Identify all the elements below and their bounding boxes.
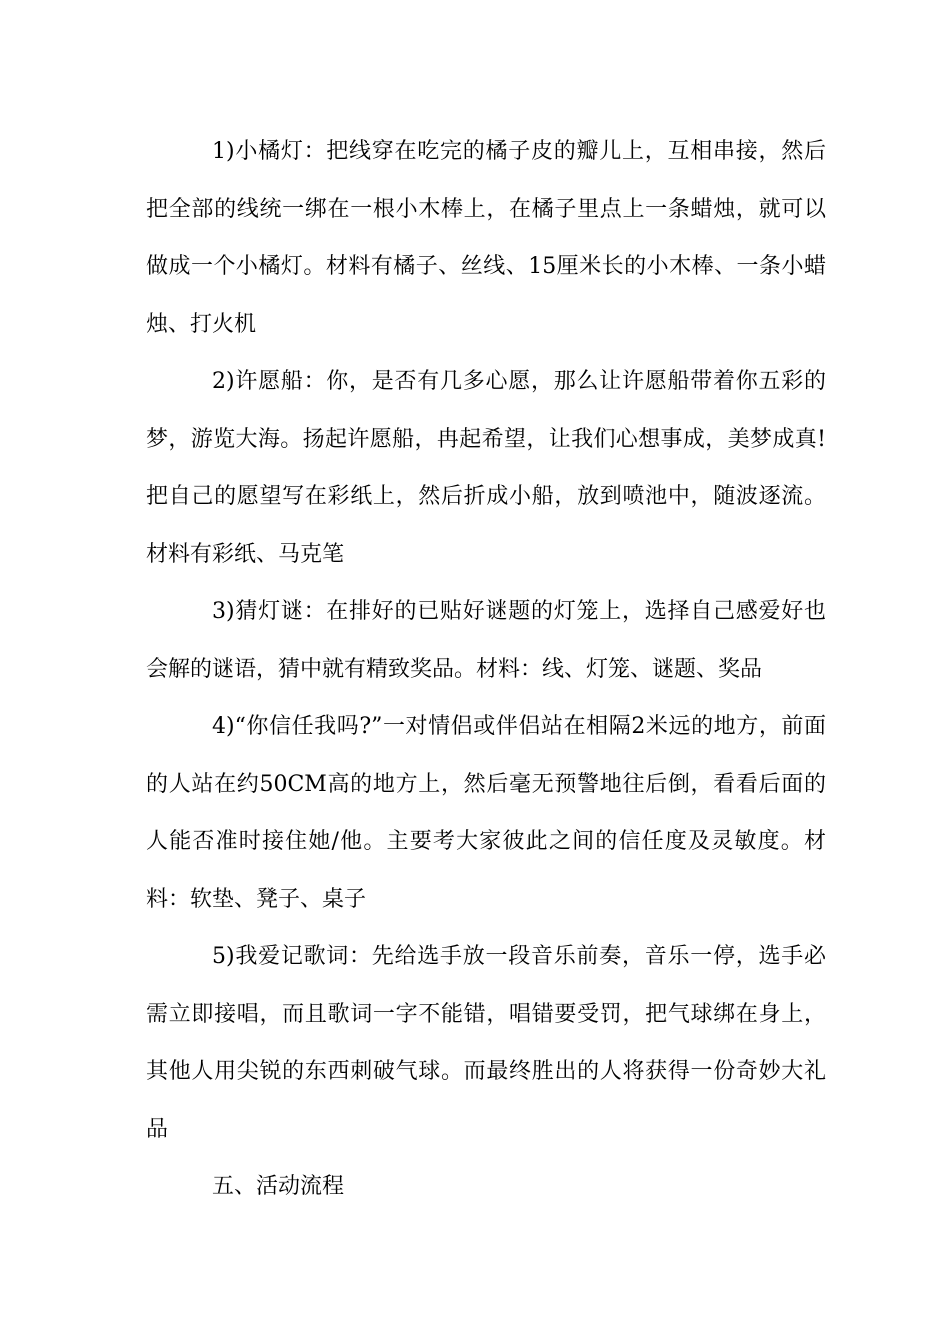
section-heading-activity-process: 五、活动流程 xyxy=(212,1174,345,1199)
paragraph-lyrics-game: 5)我爱记歌词：先给选手放一段音乐前奏，音乐一停，选手必需立即接唱，而且歌词一字不能错，唱错要受罚，把气球绑在身上，其他人用尖锐的东西刺破气球。而最终胜出的人将获得一份奇妙大礼品 xyxy=(146,944,826,1142)
paragraph-lantern-riddles: 3)猜灯谜：在排好的已贴好谜题的灯笼上，选择自己感爱好也会解的谜语，猜中就有精致奖品。材料：线、灯笼、谜题、奖品 xyxy=(146,599,826,682)
paragraph-little-orange-lamp: 1)小橘灯：把线穿在吃完的橘子皮的瓣儿上，互相串接，然后把全部的线统一绑在一根小木棒上，在橘子里点上一条蜡烛，就可以做成一个小橘灯。材料有橘子、丝线、15厘米长的小木棒、一条小蜡烛、打火机 xyxy=(146,139,826,337)
paragraph-trust-game: 4)“你信任我吗?”一对情侣或伴侣站在相隔2米远的地方，前面的人站在约50CM高的地方上，然后毫无预警地往后倒，看看后面的人能否准时接住她/他。主要考大家彼此之间的信任度及灵敏度。材料：软垫、凳子、桌子 xyxy=(146,714,826,912)
document-body xyxy=(146,123,826,1216)
paragraph-wish-boat: 2)许愿船：你，是否有几多心愿，那么让许愿船带着你五彩的梦，游览大海。扬起许愿船，冉起希望，让我们心想事成，美梦成真!把自己的愿望写在彩纸上，然后折成小船，放到喷池中，随波逐流。材料有彩纸、马克笔 xyxy=(146,369,826,567)
